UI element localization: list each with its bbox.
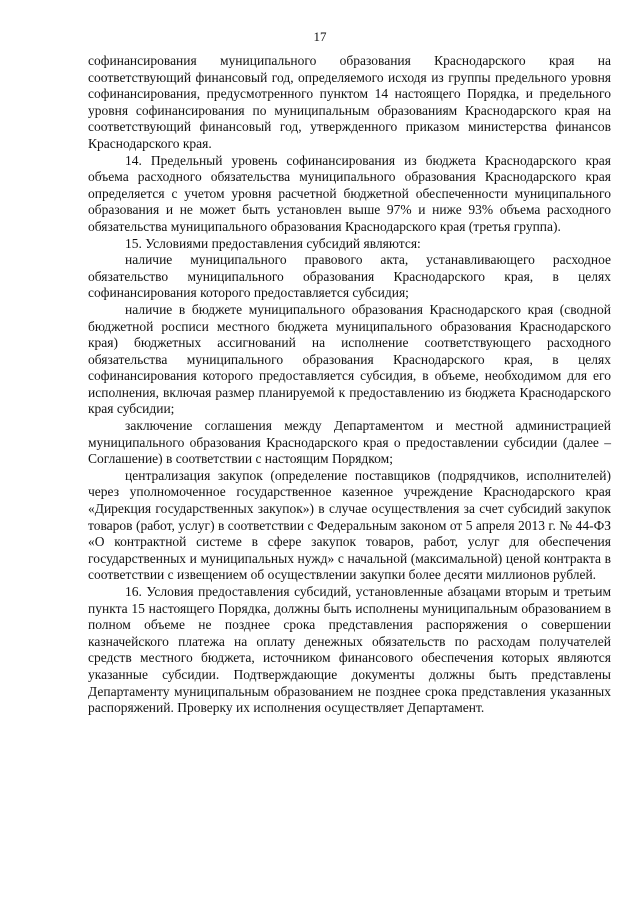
paragraph-condition-legal-act: наличие муниципального правового акта, устанавливающего расходное обязательство муниципального образования Краснодарского края, в целях софинансирования которого предоставляется субсидия; [88, 252, 611, 301]
paragraph-item-16: 16. Условия предоставления субсидий, установленные абзацами вторым и третьим пункта 15 настоящего Порядка, должны быть исполнены муниципальным образованием в полном объеме не позднее срока представления распоряжения о совершении казначейского платежа на оплату денежных обязательств по расходам получателей средств местного бюджета, источником финансового обеспечения которых являются указанные субсидии. Подтверждающие документы должны быть представлены Департаменту муниципальным образованием не позднее срока представления указанных распоряжений. Проверку их исполнения осуществляет Департамент. [88, 584, 611, 716]
paragraph-condition-budget-allocations: наличие в бюджете муниципального образования Краснодарского края (сводной бюджетной росписи местного бюджета муниципального образования Краснодарского края) бюджетных ассигнований на исполнение соответствующего расходного обязательства муниципального образования Краснодарского края, в целях софинансирования которого предоставляется субсидия, в объеме, необходимом для его исполнения, включая размер планируемой к предоставлению из бюджета Краснодарского края субсидии; [88, 301, 611, 417]
paragraph-item-14: 14. Предельный уровень софинансирования из бюджета Краснодарского края объема расходного обязательства муниципального образования Краснодарского края определяется с учетом уровня расчетной бюджетной обеспеченности муниципального образования и не может быть установлен выше 97% и ниже 93% объема расходного обязательства муниципального образования Краснодарского края (третья группа). [88, 152, 611, 234]
paragraph-condition-agreement: заключение соглашения между Департаментом и местной администрацией муниципального образования Краснодарского края о предоставлении субсидии (далее – Соглашение) в соответствии с настоящим Порядком; [88, 418, 611, 467]
page-number: 17 [313, 29, 327, 44]
document-body [88, 53, 611, 717]
paragraph-condition-procurement: централизация закупок (определение поставщиков (подрядчиков, исполнителей) через уполномоченное государственное казенное учреждение Краснодарского края «Дирекция государственных закупок») в случае осуществления за счет субсидий закупок товаров (работ, услуг) в соответствии с Федеральным законом от 5 апреля 2013 г. № 44-ФЗ «О контрактной системе в сфере закупок товаров, работ, услуг для обеспечения государственных и муниципальных нужд» с начальной (максимальной) ценой контракта в соответствии с извещением об осуществлении закупки более десяти миллионов рублей. [88, 467, 611, 583]
paragraph-item-15: 15. Условиями предоставления субсидий являются: [125, 235, 421, 251]
paragraph-continuation: софинансирования муниципального образования Краснодарского края на соответствующий финансовый год, определяемого исходя из группы предельного уровня софинансирования, предусмотренного пунктом 14 настоящего Порядка, и предельного уровня софинансирования по муниципальным образованиям Краснодарского края на соответствующий финансовый год, утвержденного приказом министерства финансов Краснодарского края. [88, 53, 611, 151]
